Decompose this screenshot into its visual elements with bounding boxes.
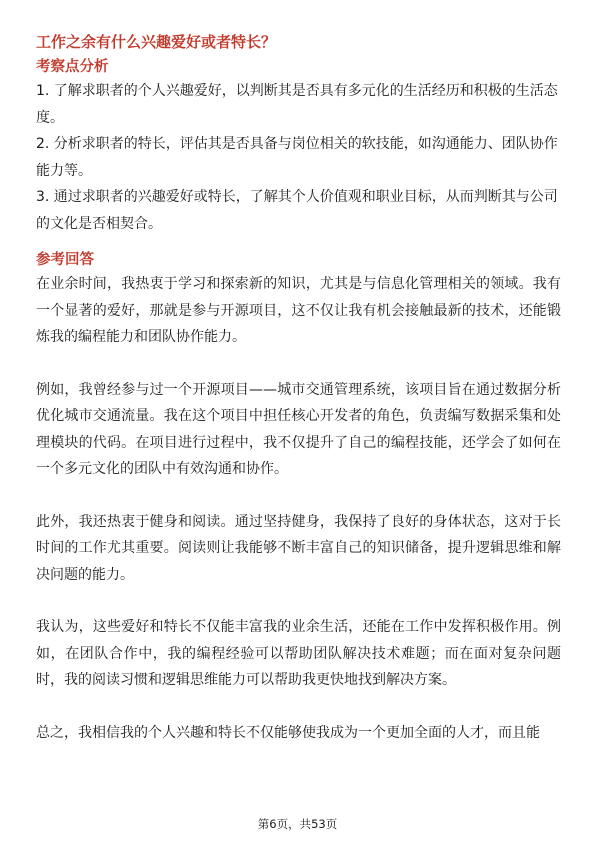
answer-heading: 参考回答: [36, 252, 94, 268]
paragraph-spacer: [36, 588, 561, 614]
analysis-heading: 考察点分析: [36, 59, 109, 75]
analysis-point: 2. 分析求职者的特长，评估其是否具备与岗位相关的软技能，如沟通能力、团队协作能力等。: [36, 136, 558, 179]
analysis-points: [36, 78, 561, 237]
question-title: 工作之余有什么兴趣爱好或者特长？: [36, 33, 277, 51]
document-page: [36, 30, 561, 746]
page-number-footer: 第6页，共53页: [257, 817, 338, 831]
answer-paragraph: 在业余时间，我热衷于学习和探索新的知识，尤其是与信息化管理相关的领域。我有一个显著的爱好，那就是参与开源项目，这不仅让我有机会接触最新的技术，还能锻炼我的编程能力和团队协作能力。: [36, 276, 561, 345]
paragraph-spacer: [36, 483, 561, 509]
answer-paragraph: 例如，我曾经参与过一个开源项目——城市交通管理系统，该项目旨在通过数据分析优化城市交通流量。我在这个项目中担任核心开发者的角色，负责编写数据采集和处理模块的代码。在项目进行过程中，我不仅提升了自己的编程技能，还学会了如何在一个多元文化的团队中有效沟通和协作。: [36, 381, 561, 477]
paragraph-spacer: [36, 694, 561, 720]
analysis-point: 1. 了解求职者的个人兴趣爱好，以判断其是否具有多元化的生活经历和积极的生活态度。: [36, 83, 558, 126]
answer-paragraph: 此外，我还热衷于健身和阅读。通过坚持健身，我保持了良好的身体状态，这对于长时间的工作尤其重要。阅读则让我能够不断丰富自己的知识储备，提升逻辑思维和解决问题的能力。: [36, 513, 561, 583]
paragraph-spacer: [36, 351, 561, 377]
answer-paragraph: 总之，我相信我的个人兴趣和特长不仅能够使我成为一个更加全面的人才，而且能: [36, 724, 540, 741]
answer-body: [36, 271, 561, 746]
analysis-point: 3. 通过求职者的兴趣爱好或特长，了解其个人价值观和职业目标，从而判断其与公司的文化是否相契合。: [36, 189, 558, 232]
answer-paragraph: 我认为，这些爱好和特长不仅能丰富我的业余生活，还能在工作中发挥积极作用。例如，在团队合作中，我的编程经验可以帮助团队解决技术难题；而在面对复杂问题时，我的阅读习惯和逻辑思维能力可以帮助我更快地找到解决方案。: [36, 619, 561, 688]
